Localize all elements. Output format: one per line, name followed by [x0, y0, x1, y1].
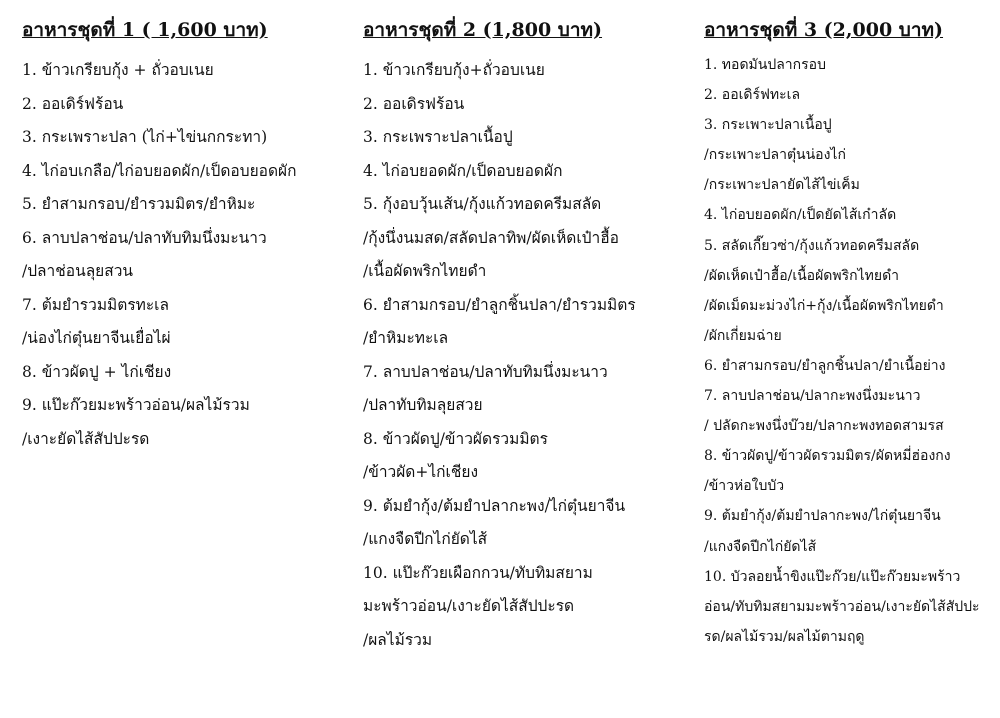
menu-line: รด/ผลไม้รวม/ผลไม้ตามฤดู: [704, 628, 865, 645]
menu-line: 7. ต้มยำรวมมิตรทะเล: [22, 295, 169, 314]
menu-line: 5. สลัดเกี๊ยวซ่า/กุ้งแก้วทอดครีมสลัด: [704, 237, 920, 254]
menu-line: /น่องไก่ตุ๋นยาจีนเยื่อไผ่: [22, 329, 171, 347]
menu-line: 1. ข้าวเกรียบกุ้ง+ถั่วอบเนย: [363, 61, 545, 79]
menu-line: 10. บัวลอยน้ำขิงแป๊ะก๊วย/แป๊ะก๊วยมะพร้าว: [704, 568, 961, 585]
menu-line: /ปลาช่อนลุยสวน: [22, 262, 134, 280]
menu-set-1: [22, 16, 352, 456]
menu-line: 4. ไก่อบยอดผัก/เป็ดอบยอดผัก: [363, 161, 563, 180]
menu-line: 4. ไก่อบเกลือ/ไก่อบยอดผัก/เป็ดอบยอดผัก: [22, 161, 297, 180]
menu-set-1-title: อาหารชุดที่ 1 ( 1,600 บาท): [22, 19, 268, 41]
menu-line: 3. กระเพราะปลาเนื้อปู: [363, 128, 513, 146]
menu-line: 2. ออเดิร์ฟร้อน: [22, 94, 124, 113]
menu-line: /ผัดเม็ดมะม่วงไก่+กุ้ง/เนื้อผัดพริกไทยดำ: [704, 297, 944, 314]
menu-line: /ผักเกี่ยมฉ่าย: [704, 327, 782, 344]
menu-line: /กระเพาะปลายัดไส้ไข่เค็ม: [704, 177, 860, 194]
menu-line: /แกงจืดปีกไก่ยัดไส้: [363, 530, 488, 548]
menu-line: 1. ทอดมันปลากรอบ: [704, 57, 826, 73]
menu-line: 7. ลาบปลาช่อน/ปลากะพงนึ่งมะนาว: [704, 388, 921, 405]
menu-line: 4. ไก่อบยอดผัก/เป็ดยัดไส้เก๋าลัด: [704, 207, 897, 224]
menu-line: 8. ข้าวผัดปู + ไก่เชียง: [22, 362, 172, 381]
menu-line: /กระเพาะปลาตุ๋นน่องไก่: [704, 147, 846, 164]
menu-line: /ผลไม้รวม: [363, 630, 433, 649]
menu-line: /ข้าวห่อใบบัว: [704, 478, 785, 495]
menu-line: มะพร้าวอ่อน/เงาะยัดไส้สัปปะรด: [363, 597, 575, 615]
menu-set-2-title: อาหารชุดที่ 2 (1,800 บาท): [363, 19, 603, 41]
menu-line: /กุ้งนึ่งนมสด/สลัดปลาทิพ/ผัดเห็ดเป๋าฮื้อ: [363, 228, 619, 247]
menu-line: 9. ต้มยำกุ้ง/ต้มยำปลากะพง/ไก่ตุ๋นยาจีน: [704, 508, 941, 525]
menu-line: 10. แป๊ะก๊วยเผือกกวน/ทับทิมสยาม: [363, 563, 593, 582]
menu-line: 2. ออเดิรฟร้อน: [363, 94, 465, 113]
menu-line: 9. ต้มยำกุ้ง/ต้มยำปลากะพง/ไก่ตุ๋นยาจีน: [363, 496, 626, 515]
menu-line: 3. กระเพราะปลา (ไก่+ไข่นกกระทา): [22, 128, 268, 146]
menu-set-3-title: อาหารชุดที่ 3 (2,000 บาท): [704, 19, 944, 41]
menu-line: 5. กุ้งอบวุ้นเส้น/กุ้งแก้วทอดครีมสลัด: [363, 195, 602, 213]
menu-line: 6. ลาบปลาช่อน/ปลาทับทิมนึ่งมะนาว: [22, 228, 267, 247]
menu-line: 8. ข้าวผัดปู/ข้าวผัดรวมมิตร: [363, 429, 548, 448]
menu-line: /เนื้อผัดพริกไทยดำ: [363, 262, 487, 280]
menu-line: 6. ยำสามกรอบ/ยำลูกชิ้นปลา/ยำรวมมิตร: [363, 295, 636, 314]
menu-line: 5. ยำสามกรอบ/ยำรวมมิตร/ยำหิมะ: [22, 195, 256, 213]
menu-line: /ปลาทับทิมลุยสวย: [363, 396, 483, 414]
menu-line: 8. ข้าวผัดปู/ข้าวผัดรวมมิตร/ผัดหมี่ฮ่องกง: [704, 448, 951, 465]
menu-line: 2. ออเดิร์ฟทะเล: [704, 87, 801, 104]
menu-line: /แกงจืดปีกไก่ยัดไส้: [704, 538, 817, 555]
menu-line: อ่อน/ทับทิมสยามมะพร้าวอ่อน/เงาะยัดไส้สัปปะ: [704, 598, 980, 615]
menu-line: 1. ข้าวเกรียบกุ้ง + ถั่วอบเนย: [22, 61, 214, 79]
menu-line: /เงาะยัดไส้สัปปะรด: [22, 429, 150, 448]
menu-line: /ข้าวผัด+ไก่เชียง: [363, 463, 479, 481]
menu-line: 7. ลาบปลาช่อน/ปลาทับทิมนึ่งมะนาว: [363, 362, 608, 381]
menu-set-3: [704, 16, 996, 652]
menu-line: /ผัดเห็ดเป๋าฮื้อ/เนื้อผัดพริกไทยดำ: [704, 267, 900, 284]
menu-line: 9. แป๊ะก๊วยมะพร้าวอ่อน/ผลไม้รวม: [22, 396, 250, 414]
menu-line: 6. ยำสามกรอบ/ยำลูกชิ้นปลา/ยำเนื้อย่าง: [704, 357, 946, 374]
menu-line: /ยำหิมะทะเล: [363, 329, 449, 347]
menu-line: 3. กระเพาะปลาเนื้อปู: [704, 117, 832, 134]
menu-set-2: [363, 16, 693, 657]
menu-line: / ปลัดกะพงนึ่งบ๊วย/ปลากะพงทอดสามรส: [704, 418, 944, 435]
